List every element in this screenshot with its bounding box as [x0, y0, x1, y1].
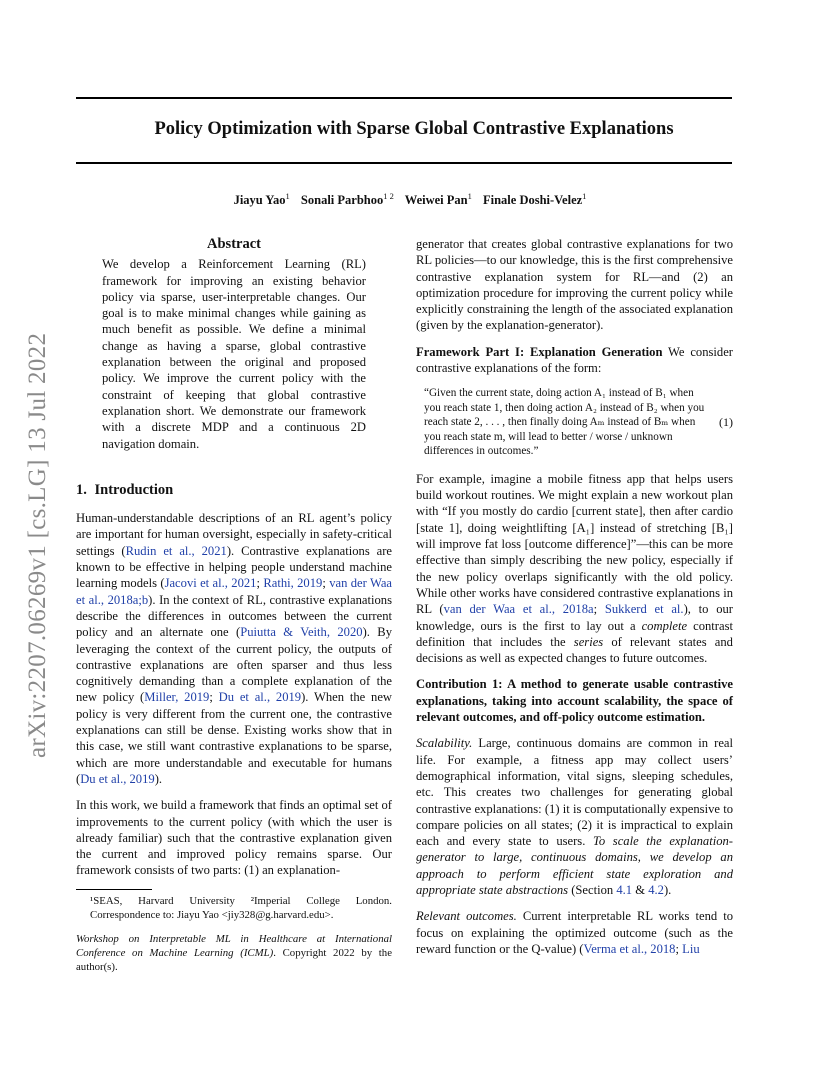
section-number: 1. [76, 481, 87, 498]
framework-paragraph [416, 344, 733, 377]
author-name: Weiwei Pan [404, 193, 468, 208]
contribution-statement: Contribution 1: A method to generate usable contrastive explanations, taking into account scalability, the space of relevant outcomes, and off-policy outcome estimation. [416, 677, 733, 725]
example-paragraph [416, 471, 733, 667]
intro-paragraph-2-continued: generator that creates global contrastive explanations for two RL policies—to our knowledge, this is the first comprehensive contrastive explanation system for RL—and (2) an optimization procedure for improving the current policy while explicitly constraining the length of the associated explanation (given by the explanation-generator). [416, 237, 733, 333]
text-run: ; [322, 576, 330, 591]
citation-link[interactable]: Puiutta & Veith, 2020 [240, 625, 363, 640]
section-title: Introduction [94, 481, 174, 498]
text-run: (Section [568, 883, 617, 897]
citation-link[interactable]: Sukkerd et al. [604, 602, 684, 617]
paragraph-label: Scalability. [416, 736, 473, 751]
text-run: ), to our knowledge, ours is the first to lay out a [416, 602, 733, 633]
title-top-rule [76, 97, 732, 99]
intro-paragraph-2: In this work, we build a framework that finds an optimal set of improvements to the current policy (with which the user is already familiar) such that the contrastive explanation given the current and improved policy remains sparse. Our framework consists of two parts: (1) an explanation- [76, 798, 392, 878]
text-run: Human-understandable descriptions of an RL agent’s policy are important for human oversight, especially in safety-critical settings ( [76, 511, 392, 558]
author-affiliation: 1 [582, 191, 587, 201]
citation-link[interactable]: Rudin et al., 2021 [125, 543, 227, 558]
text-run: ). Contrastive explanations are known to be effective in helping people understand machine learning models ( [76, 543, 393, 591]
copyright-text: . Copyright 2022 by the author(s). [76, 946, 392, 973]
affiliation-footnote: ¹SEAS, Harvard University ²Imperial College London. Correspondence to: Jiayu Yao <jiy328@g.harvard.edu>. [90, 894, 392, 921]
emphasis: To scale the explanation-generator to large, continuous domains, we develop an approach to perform efficient state exploration and appropriate state abstractions [416, 834, 733, 897]
text-run: of relevant states and decisions as well as expected changes to future outcomes. [416, 634, 733, 666]
equation-number: (1) [719, 415, 733, 430]
paper-title: Policy Optimization with Sparse Global Contrastive Explanations [154, 119, 674, 139]
relevant-outcomes-paragraph [416, 908, 733, 957]
citation-link[interactable]: Miller, 2019 [144, 690, 210, 705]
text-run: ). [663, 883, 672, 897]
author-list [76, 191, 752, 208]
author-affiliation: 1 [285, 191, 290, 201]
right-column [416, 236, 733, 967]
scalability-paragraph [416, 735, 733, 898]
intro-paragraph-1 [76, 510, 392, 787]
explanation-template [416, 386, 733, 459]
text-run: We consider contrastive explanations of the form: [416, 344, 733, 376]
text-run: ). By leveraging the context of the current policy, the outputs of contrastive explanations are often sparser and thus less cognitively demanding than a complete explanation of the new policy ( [76, 625, 393, 705]
text-run: ; [593, 602, 605, 617]
arxiv-identifier: arXiv:2207.06269v1 [cs.LG] 13 Jul 2022 [24, 332, 51, 758]
text-run: & [632, 883, 649, 897]
footnote-rule [76, 889, 152, 890]
explanation-quote: “Given the current state, doing action A₁ instead of B₁ when you reach state 1, then doing action A₂ instead of B₂ when you reach state 2, . . . , then finally doing Aₘ instead of Bₘ when you reach state m, will lead to better / worse / unknown differences in outcomes.” [424, 387, 705, 458]
author-name: Finale Doshi-Velez [482, 193, 583, 208]
text-run: ; [675, 941, 683, 956]
text-run: Current interpretable RL works tend to focus on explaining the optimized outcome (such as the reward function or the Q-value) ( [416, 909, 733, 956]
text-run: ; [256, 576, 264, 591]
section-link[interactable]: 4.1 [616, 883, 633, 897]
author-name: Jiayu Yao [233, 193, 286, 208]
workshop-note [76, 932, 392, 974]
citation-link[interactable]: Verma et al., 2018 [583, 941, 676, 956]
citation-link[interactable]: van der Waa et al., 2018a [443, 602, 594, 617]
text-run: ). When the new policy is very different from the current one, the contrastive explanations can still be dense. Existing works show that in this case, we still want contrastive explanations to be sparse, which are more understandable and executable for humans ( [76, 690, 393, 786]
citation-link[interactable]: Du et al., 2019 [218, 690, 302, 705]
paragraph-label: Relevant outcomes. [416, 909, 517, 924]
left-column [76, 236, 392, 984]
text-run: Large, continuous domains are common in real life. For example, a fitness app may collect users’ demographical information, vital signs, sleeping schedules, etc. This creates two challenges for generating global contrastive explanations: (1) it is computationally expensive to compare policies on all states; (2) it is impractical to explain each and every state to users. [416, 736, 733, 849]
workshop-venue: Workshop on Interpretable ML in Healthcare at International Conference on Machine Learning (ICML) [76, 932, 392, 959]
emphasis: series [573, 634, 604, 649]
citation-link[interactable]: van der Waa et al., 2018a;b [76, 576, 392, 607]
emphasis: complete [641, 618, 688, 633]
author-name: Sonali Parbhoo [300, 193, 384, 208]
paragraph-heading: Framework Part I: Explanation Generation [416, 344, 663, 359]
title-bottom-rule [76, 162, 732, 164]
text-run: For example, imagine a mobile fitness app that helps users build workout routines. We might explain a new workout plan with “If you mostly do cardio [current state], then after cardio [state 1], doing weightlifting [A₁] instead of stretching [B₁] will improve fat loss [outcome difference]”—this can be more effective than simply describing the new policy, especially if the new policy overlaps significantly with the old policy. While other works have considered contrastive explanations in RL ( [416, 471, 733, 617]
author-affiliation: 1 [467, 191, 472, 201]
citation-link[interactable]: Liu [682, 941, 700, 956]
text-run: ). [154, 771, 163, 786]
abstract-text: We develop a Reinforcement Learning (RL) framework for improving an existing behavior policy via sparse, user-interpretable changes. Our goal is to make minimal changes while gaining as much benefit as possible. We define a minimal change as having a sparse, global contrastive explanation between the original and proposed policy. We improve the current policy with the constraint of keeping that global contrastive explanation short. We demonstrate our framework with a discrete MDP and a continuous 2D navigation domain. [102, 257, 366, 451]
author-affiliation: 1 2 [383, 191, 394, 201]
text-run: contrast definition that includes the [416, 618, 733, 649]
text-run: ). In the context of RL, contrastive explanations describe the differences in outcomes between the current policy and an alternate one ( [76, 592, 392, 640]
citation-link[interactable]: Du et al., 2019 [80, 771, 155, 786]
section-link[interactable]: 4.2 [648, 883, 664, 897]
citation-link[interactable]: Rathi, 2019 [263, 576, 323, 591]
text-run: ; [209, 690, 219, 705]
section-heading-introduction [76, 482, 392, 498]
citation-link[interactable]: Jacovi et al., 2021 [164, 576, 257, 591]
abstract-heading: Abstract [207, 236, 261, 252]
